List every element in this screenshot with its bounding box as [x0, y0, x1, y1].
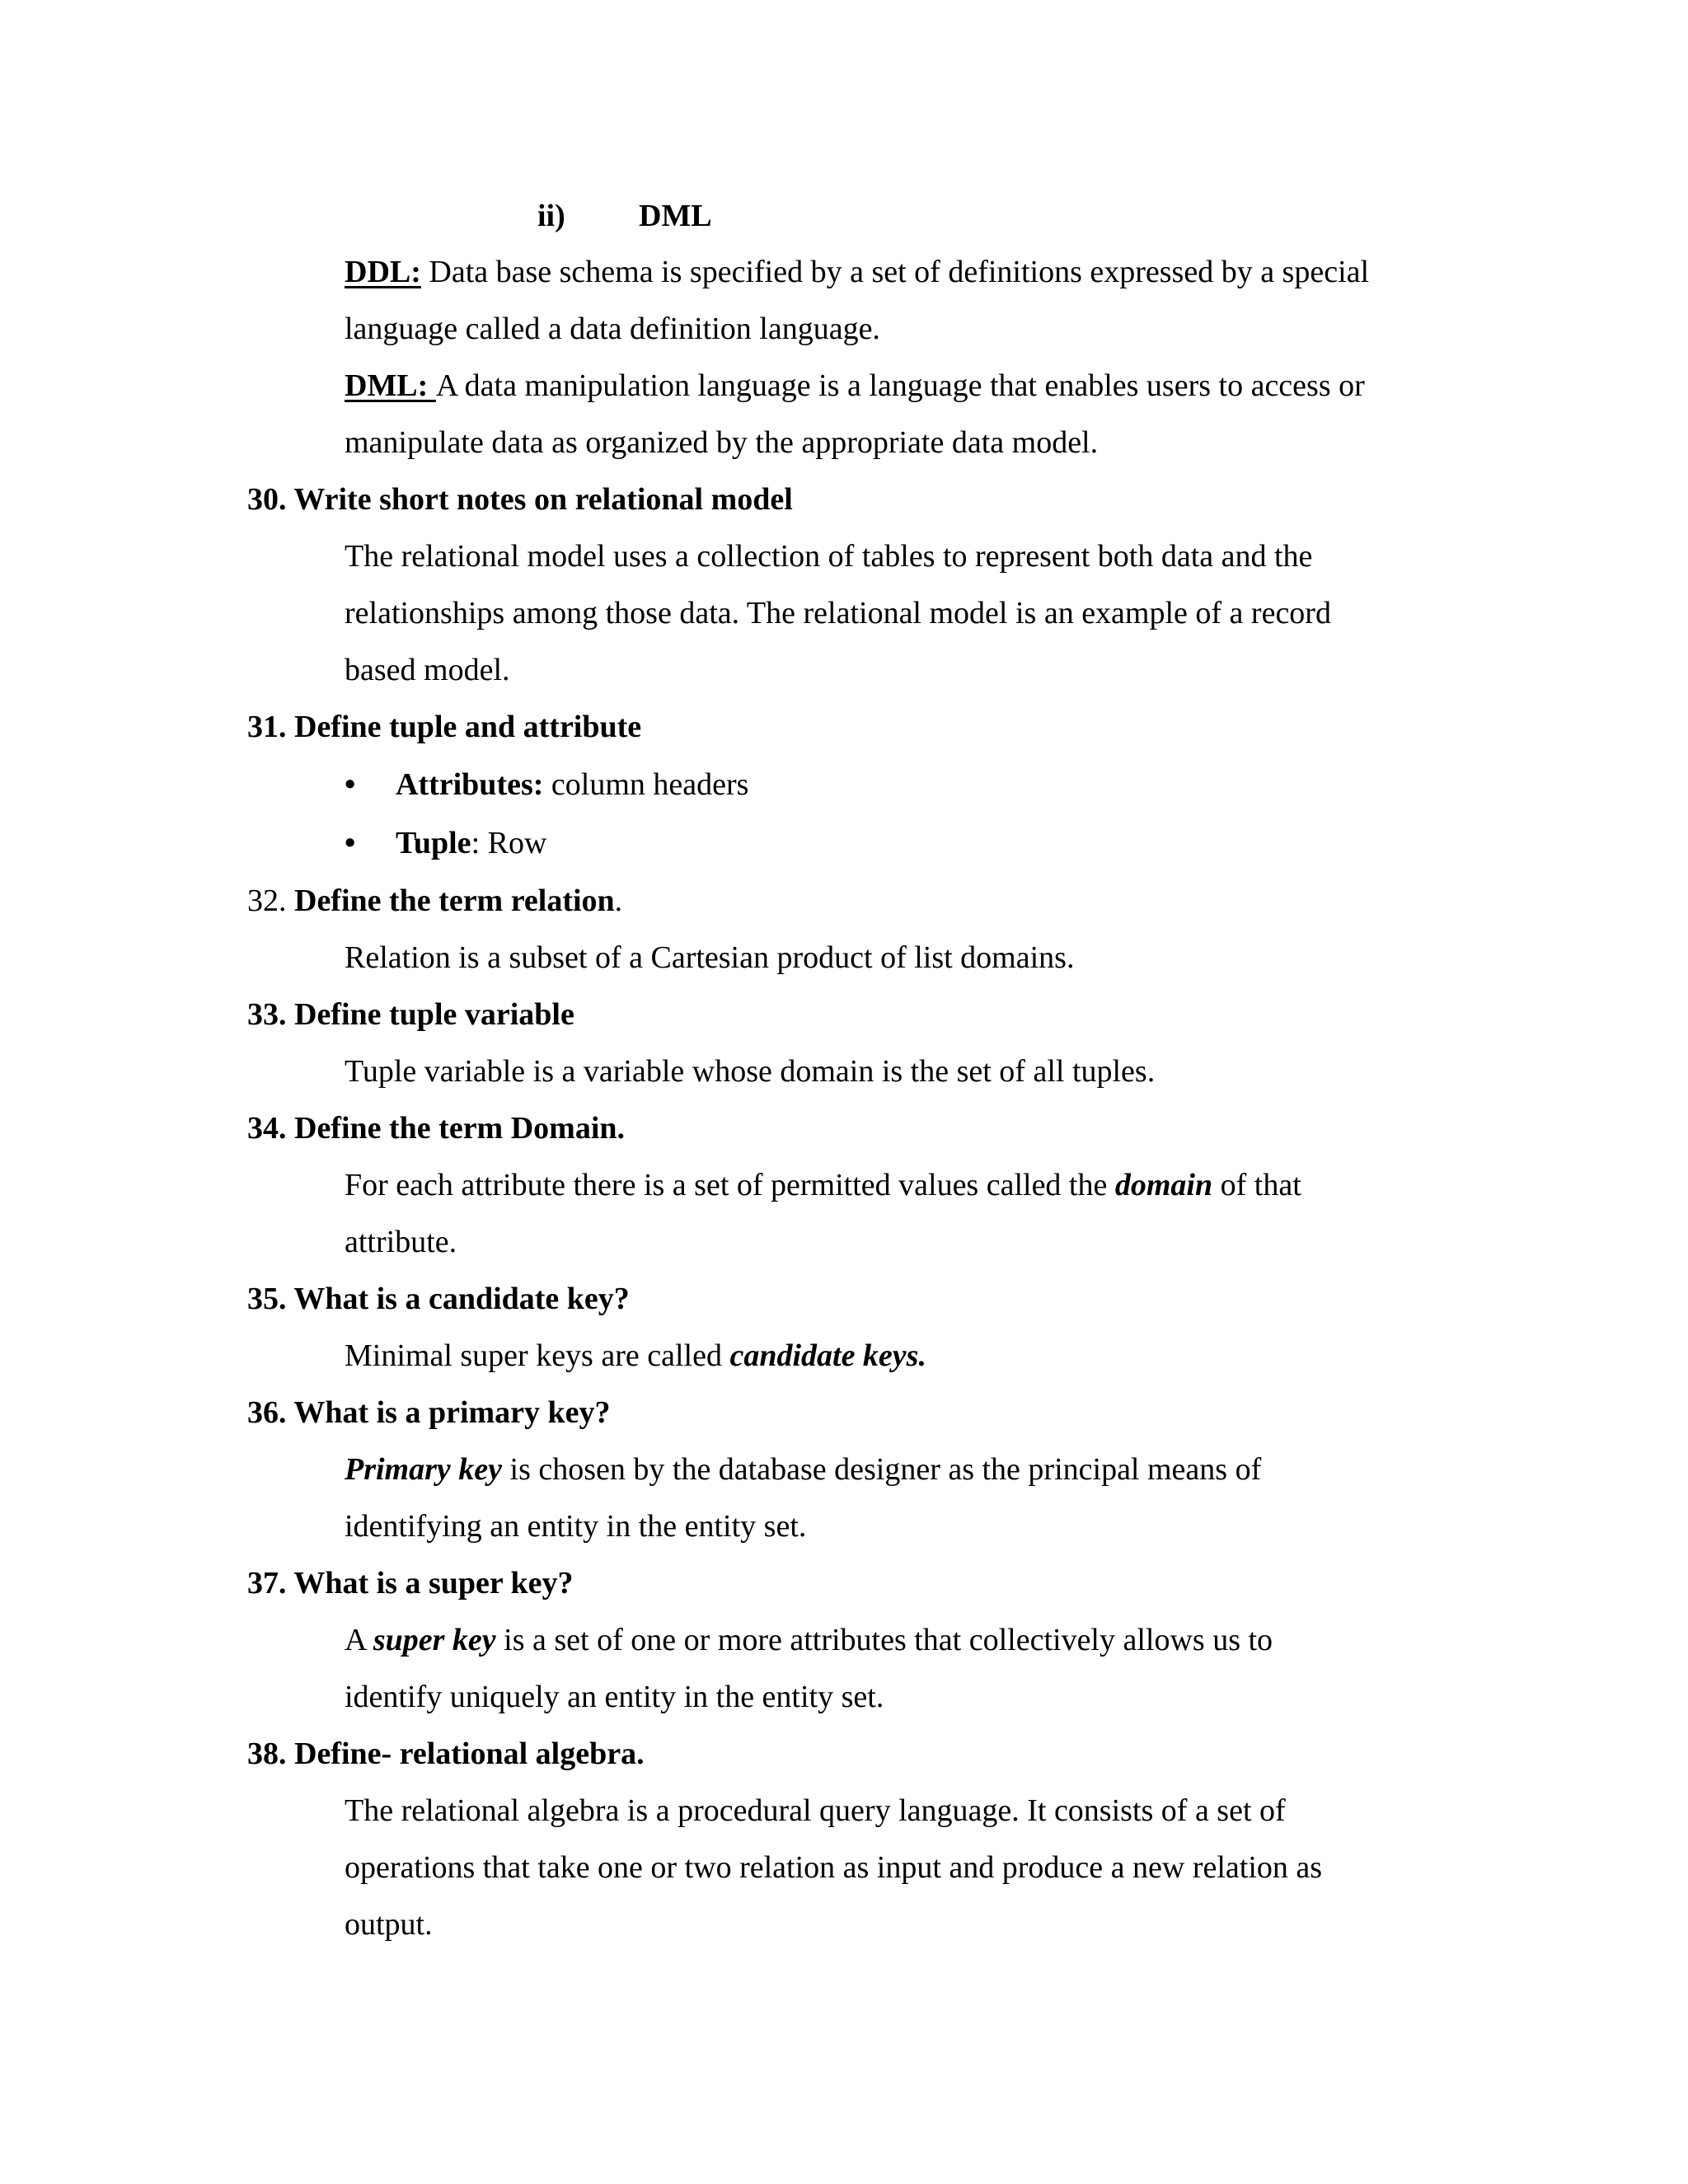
question-35-heading: 35. What is a candidate key? — [247, 1282, 630, 1316]
question-38-heading: 38. Define- relational algebra. — [247, 1736, 645, 1771]
question-38-answer-line2: operations that take one or two relation as input and produce a new relation as — [345, 1850, 1323, 1885]
bullet-marker: • — [345, 826, 356, 860]
dml-term: DML: — [345, 368, 436, 403]
emphasis-super-key: super key — [373, 1623, 496, 1657]
emphasis-domain: domain — [1114, 1168, 1213, 1202]
question-32-answer-line1: Relation is a subset of a Cartesian product of list domains. — [345, 940, 1075, 975]
question-36-answer-line1 — [345, 1441, 1431, 1498]
bullet-text: column headers — [543, 767, 749, 802]
question-37-answer-line1 — [345, 1612, 1431, 1669]
question-34-heading: 34. Define the term Domain. — [247, 1111, 626, 1146]
question-38-answer-line1: The relational algebra is a procedural query language. It consists of a set of — [345, 1793, 1286, 1828]
dml-text-line1: A data manipulation language is a language that enables users to access or — [435, 368, 1365, 403]
answer-text: A — [345, 1623, 373, 1657]
sub-item-numeral: ii) — [537, 199, 565, 233]
emphasis-candidate-keys: candidate keys. — [729, 1338, 926, 1373]
question-31-heading: 31. Define tuple and attribute — [247, 710, 642, 744]
question-37-heading: 37. What is a super key? — [247, 1566, 574, 1601]
ddl-term: DDL: — [345, 255, 421, 289]
ddl-text-line1: Data base schema is specified by a set of definitions expressed by a special — [420, 255, 1370, 289]
answer-text: is chosen by the database designer as the principal means of — [502, 1452, 1262, 1487]
question-34-answer-line2: attribute. — [345, 1225, 457, 1259]
answer-text: For each attribute there is a set of permitted values called the — [345, 1168, 1115, 1202]
sub-item-label: DML — [639, 199, 712, 233]
answer-text: is a set of one or more attributes that collectively allows us to — [495, 1623, 1273, 1657]
ddl-paragraph-line1 — [345, 244, 1431, 301]
dml-text-line2: manipulate data as organized by the appropriate data model. — [345, 425, 1099, 460]
bullet-term: Attributes: — [396, 767, 544, 802]
question-30-answer-line2: relationships among those data. The relational model is an example of a record — [345, 596, 1331, 630]
answer-text: of that — [1212, 1168, 1301, 1202]
bullet-item-tuple — [396, 815, 546, 872]
question-35-answer-line1 — [345, 1328, 926, 1385]
question-32-heading — [247, 873, 622, 930]
bullet-marker: • — [345, 767, 356, 802]
question-36-answer-line2: identifying an entity in the entity set. — [345, 1509, 807, 1544]
emphasis-primary-key: Primary key — [345, 1452, 503, 1487]
question-33-heading: 33. Define tuple variable — [247, 997, 574, 1032]
question-32-title: Define the term relation — [294, 883, 615, 918]
question-33-answer-line1: Tuple variable is a variable whose domain is the set of all tuples. — [345, 1054, 1156, 1089]
dml-paragraph-line1 — [345, 358, 1431, 415]
bullet-item-attributes — [396, 757, 748, 813]
answer-text: Minimal super keys are called — [345, 1338, 730, 1373]
question-32-period: . — [614, 883, 623, 918]
bullet-term: Tuple — [396, 826, 471, 860]
question-37-answer-line2: identify uniquely an entity in the entity set. — [345, 1680, 884, 1714]
ddl-text-line2: language called a data definition language. — [345, 312, 880, 346]
question-38-answer-line3: output. — [345, 1907, 433, 1942]
question-34-answer-line1 — [345, 1157, 1431, 1214]
bullet-text: : Row — [471, 826, 547, 860]
question-30-answer-line3: based model. — [345, 653, 510, 687]
question-30-answer-line1: The relational model uses a collection of tables to represent both data and the — [345, 539, 1313, 574]
question-36-heading: 36. What is a primary key? — [247, 1395, 611, 1430]
question-32-number: 32. — [247, 883, 294, 918]
question-30-heading: 30. Write short notes on relational model — [247, 482, 793, 517]
